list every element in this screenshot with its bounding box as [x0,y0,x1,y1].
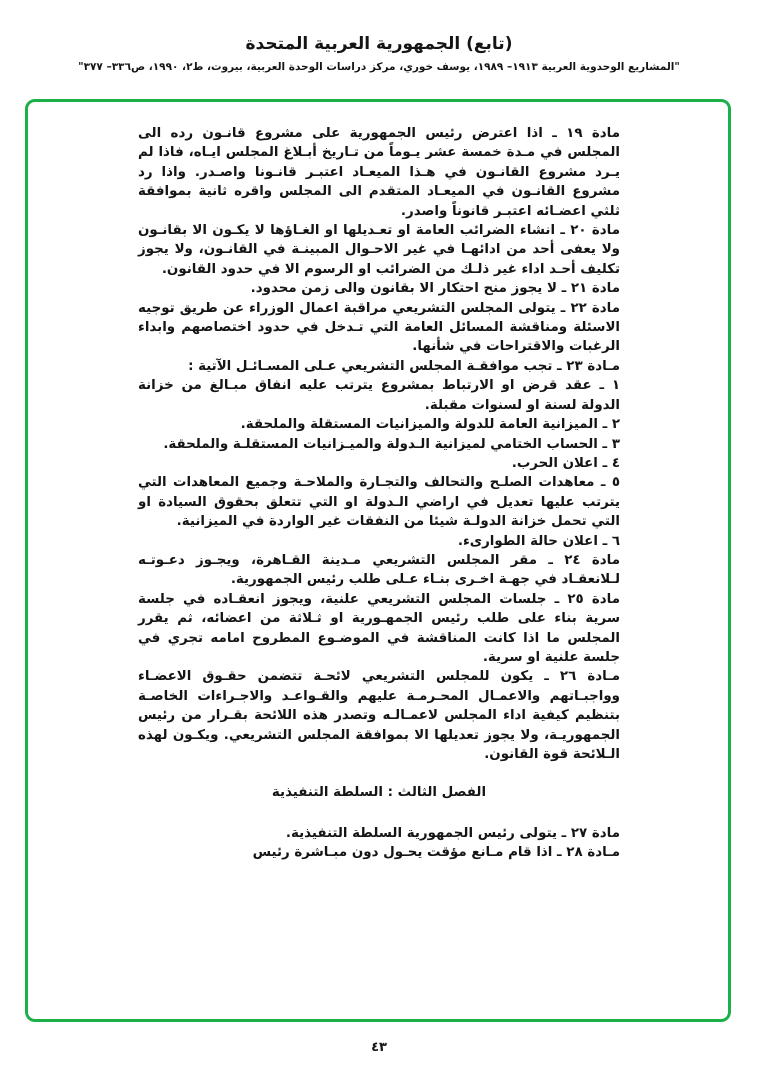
article-26: مـادة ٢٦ ـ يكون للمجلس التشريعي لائحـة تتضمن حقـوق الاعضـاء وواجبـاتهم والاعمـال المحـرمـة عليهم والقـواعـد والاجـراءات الخاصـة بتنظيم كيفية اداء المجلس لاعمـالـه وتصدر هذه اللائحة بقـرار من رئيس الجمهوريـة، ولا يجوز تعديلها الا بموافقة المجلس التشريعي. ويكـون لهذه الـلائحة قوة القانون. [138,669,620,762]
document-body [138,124,620,863]
article-23-item-2: ٢ ـ الميزانية العامة للدولة والميزانيات المستقلة والملحقة. [240,417,620,433]
article-23-item-4: ٤ ـ اعلان الحرب. [511,455,620,471]
article-23-item-6: ٦ ـ اعلان حالة الطوارىء. [457,533,620,549]
article-23-item-5: ٥ ـ معاهدات الصلـح والتحالف والتجـارة والملاحـة وجميع المعاهدات التي يترتب عليها تعديل في اراضي الـدولة او التي تتعلق بحقوق السيادة او التي تحمل خزانة الدولـة شيئا من النفقات غير الواردة في الميزانية. [138,475,620,530]
article-23: مـادة ٢٣ ـ تجب موافقـة المجلس التشريعي عـلى المسـائـل الآتية : [188,358,620,374]
source-citation: "المشاريع الوحدوية العربية ١٩١٣– ١٩٨٩، يوسف خوري، مركز دراسات الوحدة العربية، بيروت، ط٢، ١٩٩٠، ص٣٣٦– ٣٧٧" [78,61,680,73]
article-20: مادة ٢٠ ـ انشاء الضرائب العامة او تعـديلها او الغـاؤها لا يكـون الا بقانـون ولا يعفى أحد من ادائهـا في غير الاحـوال المبينـة في القانـون، ولا يجوز تكليف أحـد اداء غير ذلـك من الضرائب او الرسوم الا في حدود القانون. [138,223,620,277]
document-title: (تابع) الجمهورية العربية المتحدة [245,34,513,54]
chapter-heading: الفصل الثالث : السلطة التنفيذية [271,785,487,801]
article-25: مادة ٢٥ ـ جلسات المجلس التشريعي علنية، ويجوز انعقـاده في جلسة سرية بناء على طلب رئيس الجمهـورية او ثـلاثة من اعضائه، ثم يقرر المجلس ما اذا كانت المناقشة في الموضـوع المطروح امامه تجري في جلسة علنية او سرية. [138,591,620,665]
article-21: مادة ٢١ ـ لا يجوز منح احتكار الا بقانون والى زمن محدود. [250,281,620,297]
article-24: مادة ٢٤ ـ مقر المجلس التشريعي مـدينة القـاهرة، ويجـوز دعـوتـه لـلانعقـاد في جهـة اخـرى بنـاء عـلى طلب رئيس الجمهورية. [138,552,621,588]
article-23-item-3: ٣ ـ الحساب الختامي لميزانية الـدولة والميـزانيات المستقلـة والملحقة. [163,436,620,452]
page-footer [0,1040,758,1055]
article-19: مادة ١٩ ـ اذا اعترض رئيس الجمهورية على مشروع قانـون رده الى المجلس في مـدة خمسة عشر يـوماً من تـاريخ أبـلاغ المجلس ايـاه، فاذا لم يـرد مشروع القانـون في هـذا الميعـاد اعتبـر قانـونا واصـدر. واذا رد مشروع القانـون في الميعـاد المتقدم الى المجلس واقره ثانية بموافقة ثلثي اعضـائه اعتبـر قانوناً واصدر. [138,126,620,219]
page-header [0,34,758,73]
page-number: ٤٣ [371,1040,387,1055]
article-28: مـادة ٢٨ ـ اذا قام مـانع مؤقت يحـول دون مبـاشرة رئيس [252,845,620,861]
article-27: مادة ٢٧ ـ يتولى رئيس الجمهورية السلطة التنفيذية. [285,825,620,841]
article-23-item-1: ١ ـ عقد قرض او الارتباط بمشروع يترتب عليه انفاق مبـالغ من خزانة الدولة لسنة او لسنوات مقبلة. [138,378,620,413]
article-22: مادة ٢٢ ـ يتولى المجلس التشريعي مراقبة اعمال الوزراء عن طريق توجيه الاسئلة ومناقشة المسائل العامة التي تـدخل في حدود اختصاصهم وابداء الرغبات والاقتراحات في شأنها. [138,300,620,355]
